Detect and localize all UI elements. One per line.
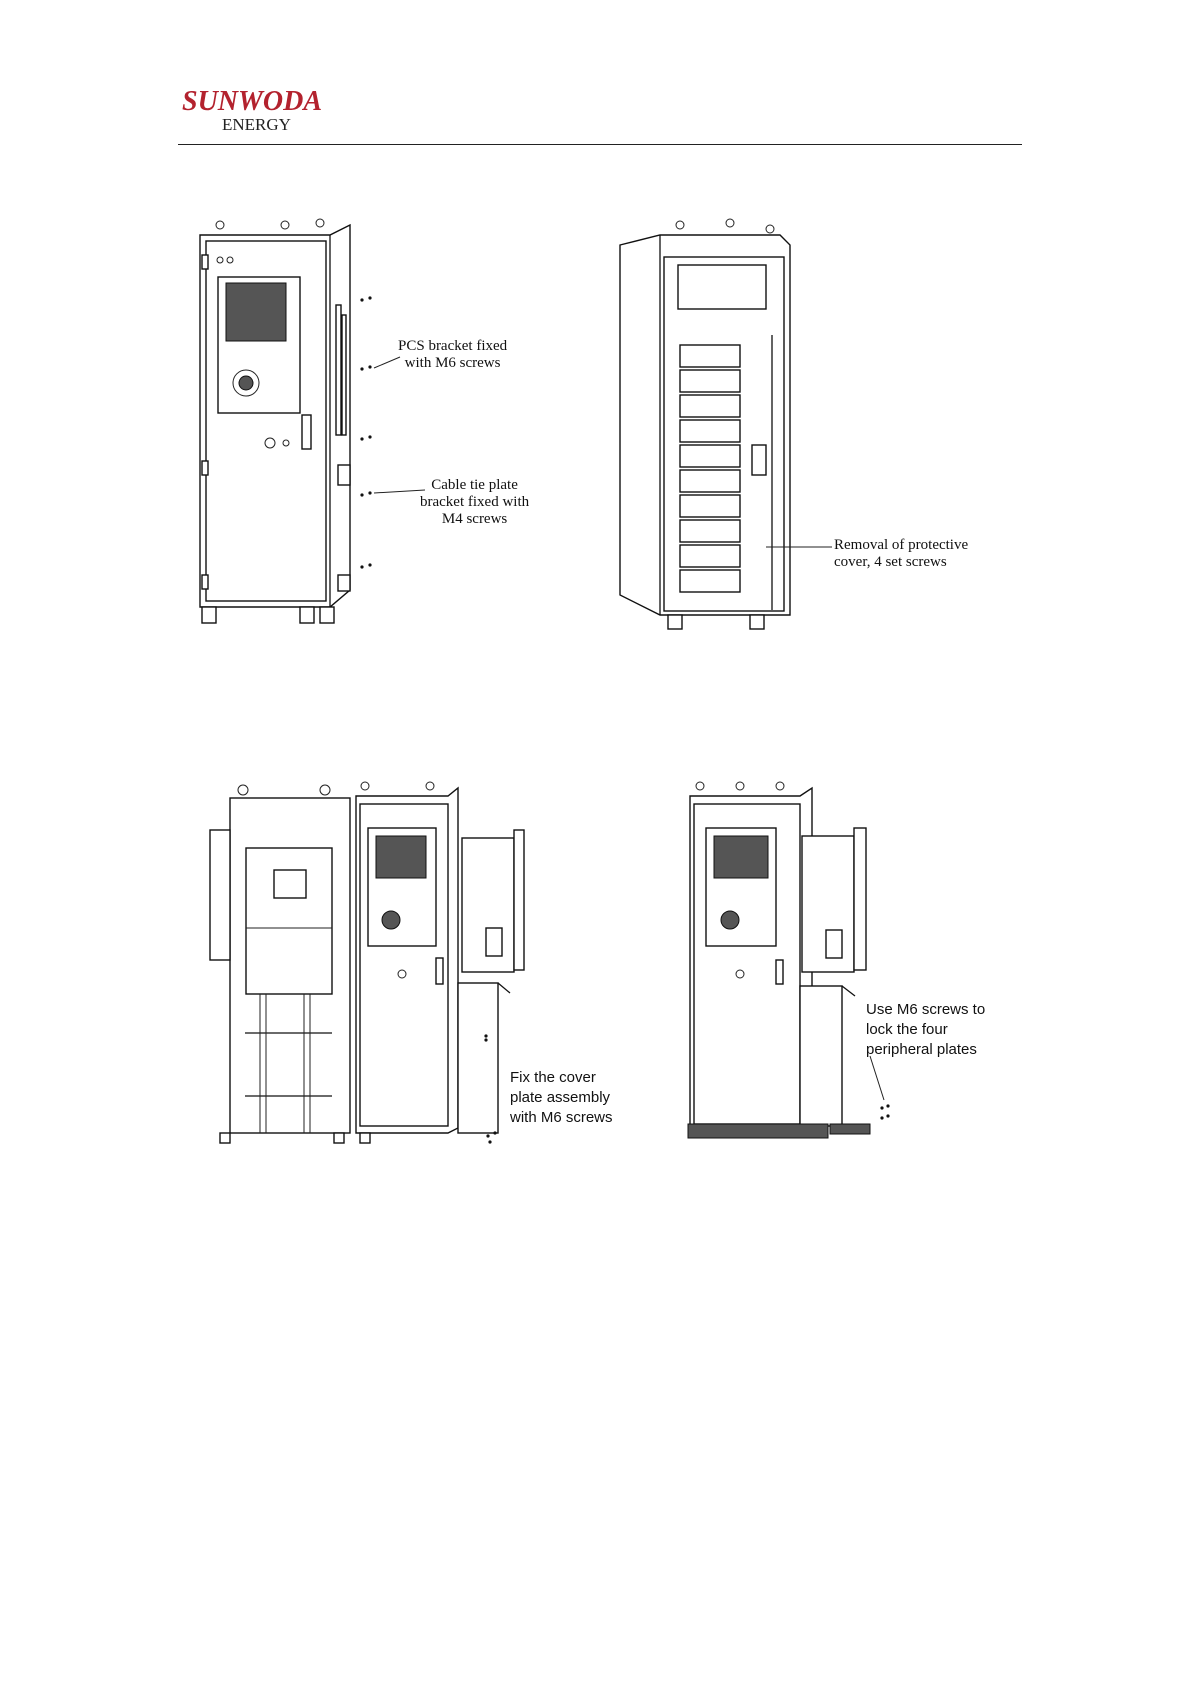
label-fix-cover: Fix the cover plate assembly with M6 screws: [510, 1069, 613, 1126]
logo-sub: ENERGY: [222, 115, 291, 132]
cabinet-closed-illustration: [190, 215, 550, 625]
logo-brand: SUNWODA: [182, 86, 323, 117]
label-pcs-bracket: PCS bracket fixed with M6 screws: [398, 338, 508, 371]
figure-cover-plate: [200, 778, 670, 1148]
header-rule: [178, 144, 1022, 145]
cabinet-open-illustration: [610, 215, 1030, 635]
label-lock-plates: Use M6 screws to lock the four peripheral plates: [866, 1001, 986, 1058]
figure-cabinet-brackets: [190, 215, 550, 625]
figure-peripheral-plates: [680, 778, 1020, 1148]
label-cable-tie: Cable tie plate bracket fixed with M4 screws: [420, 477, 530, 527]
figure-cabinet-open: [610, 215, 1030, 635]
cabinet-peripheral-illustration: [680, 778, 1020, 1148]
label-protective-cover: Removal of protective cover, 4 set screws: [834, 537, 969, 570]
sunwoda-logo: [182, 86, 362, 132]
